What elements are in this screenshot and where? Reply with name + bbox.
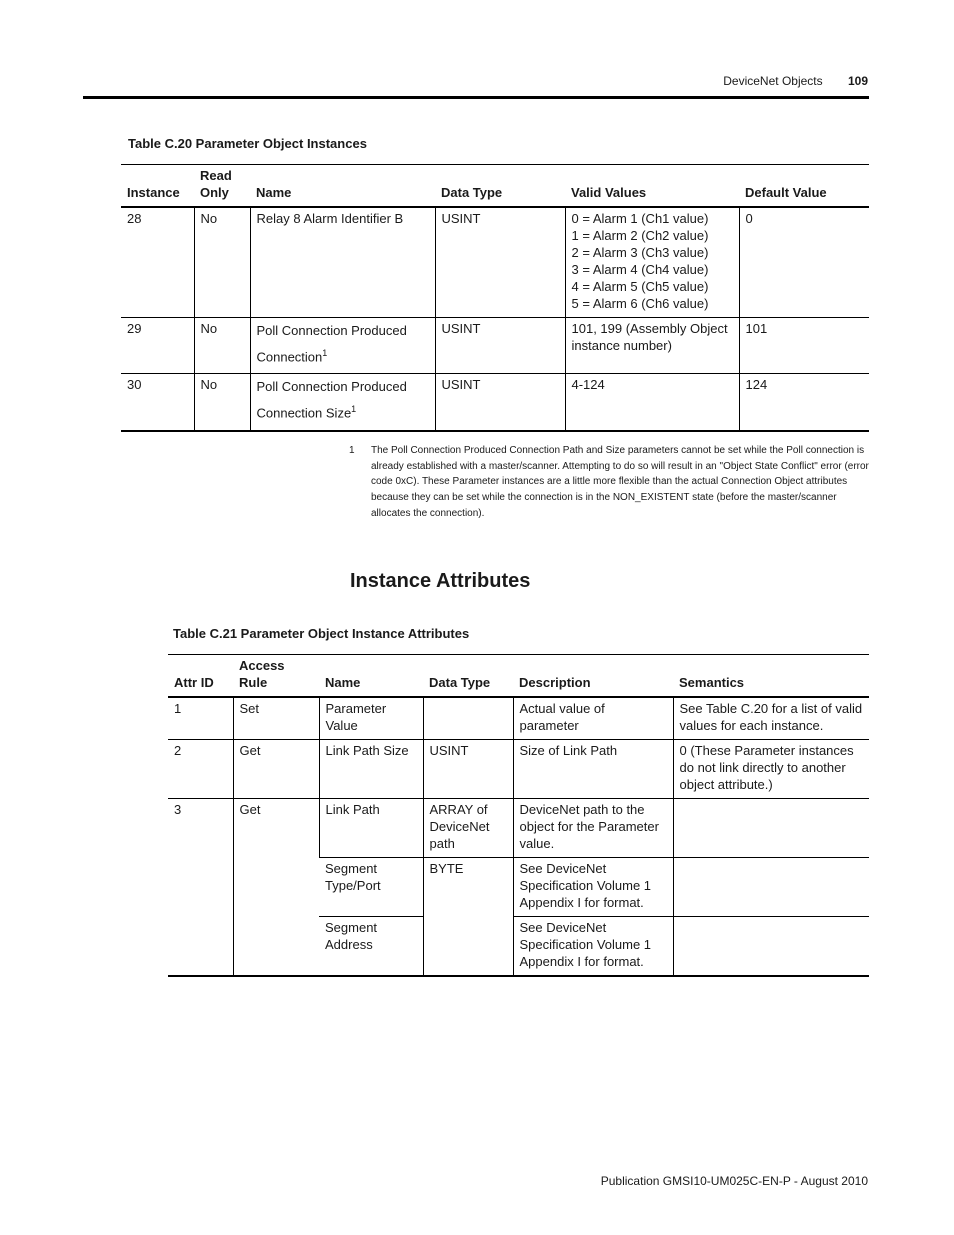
cell-data-type: USINT (423, 740, 513, 799)
footnote-ref: 1 (351, 404, 357, 415)
cell-name: Link Path (319, 799, 423, 858)
cell-instance: 29 (121, 318, 194, 374)
name-text: Poll Connection Produced Connection Size (256, 379, 407, 421)
header-section-title: DeviceNet Objects (723, 74, 823, 88)
table-row (168, 799, 869, 858)
cell-name: Parameter Value (319, 697, 423, 740)
column-header: Access Rule (233, 655, 319, 698)
cell-semantics: 0 (These Parameter instances do not link directly to another object attribute.) (673, 740, 869, 799)
column-header: Instance (121, 165, 194, 208)
cell-semantics (673, 917, 869, 977)
valid-value-line: 4 = Alarm 5 (Ch5 value) (571, 279, 709, 294)
cell-read-only: No (194, 374, 250, 431)
cell-name: Segment Address (319, 917, 423, 977)
cell-read-only: No (194, 207, 250, 318)
cell-data-type: USINT (435, 318, 565, 374)
page-number: 109 (847, 74, 868, 88)
header-rule (83, 96, 869, 99)
column-header: Attr ID (168, 655, 233, 698)
cell-description: DeviceNet path to the object for the Parameter value. (513, 799, 673, 858)
cell-description: See DeviceNet Specification Volume 1 Appendix I for format. (513, 858, 673, 917)
cell-semantics (673, 799, 869, 858)
column-header: Default Value (739, 165, 869, 208)
table2-caption: Table C.21 Parameter Object Instance Attributes (173, 626, 470, 641)
column-header: Semantics (673, 655, 869, 698)
parameter-object-instances-table (121, 164, 869, 432)
cell-description: See DeviceNet Specification Volume 1 Appendix I for format. (513, 917, 673, 977)
section-heading: Instance Attributes (350, 570, 531, 592)
cell-name: Segment Type/Port (319, 858, 423, 917)
cell-attr-id: 1 (168, 697, 233, 740)
table-row (121, 374, 869, 431)
cell-semantics (673, 858, 869, 917)
valid-value-line: 5 = Alarm 6 (Ch6 value) (571, 296, 709, 311)
column-header: Name (319, 655, 423, 698)
cell-default: 101 (739, 318, 869, 374)
footnote-number: 1 (349, 445, 355, 456)
table-row (168, 740, 869, 799)
cell-data-type: USINT (435, 374, 565, 431)
cell-attr-id: 3 (168, 799, 233, 977)
publication-footer: Publication GMSI10-UM025C-EN-P - August 2010 (600, 1174, 868, 1188)
name-text: Poll Connection Produced Connection (256, 323, 407, 365)
column-header: Name (250, 165, 435, 208)
cell-valid-values (565, 207, 739, 318)
cell-name: Relay 8 Alarm Identifier B (250, 207, 435, 318)
column-header: Read Only (194, 165, 250, 208)
column-header: Valid Values (565, 165, 739, 208)
cell-data-type: ARRAY of DeviceNet path (423, 799, 513, 858)
running-header (723, 74, 868, 88)
cell-valid-values: 101, 199 (Assembly Object instance number) (565, 318, 739, 374)
cell-data-type (423, 697, 513, 740)
cell-default: 124 (739, 374, 869, 431)
cell-access-rule: Get (233, 799, 319, 977)
cell-description: Actual value of parameter (513, 697, 673, 740)
cell-access-rule: Set (233, 697, 319, 740)
cell-instance: 28 (121, 207, 194, 318)
table1-caption: Table C.20 Parameter Object Instances (128, 136, 367, 151)
cell-instance: 30 (121, 374, 194, 431)
cell-access-rule: Get (233, 740, 319, 799)
valid-value-line: 2 = Alarm 3 (Ch3 value) (571, 245, 709, 260)
cell-description: Size of Link Path (513, 740, 673, 799)
column-header: Data Type (435, 165, 565, 208)
valid-value-line: 1 = Alarm 2 (Ch2 value) (571, 228, 709, 243)
cell-valid-values: 4-124 (565, 374, 739, 431)
table-header-row (121, 165, 869, 208)
table-row (168, 697, 869, 740)
cell-name (250, 374, 435, 431)
cell-semantics: See Table C.20 for a list of valid values for each instance. (673, 697, 869, 740)
table-row (121, 207, 869, 318)
footnote-ref: 1 (322, 348, 328, 358)
cell-default: 0 (739, 207, 869, 318)
table-header-row (168, 655, 869, 698)
table-row (121, 318, 869, 374)
cell-name: Link Path Size (319, 740, 423, 799)
cell-data-type: BYTE (423, 858, 513, 977)
column-header: Description (513, 655, 673, 698)
column-header: Data Type (423, 655, 513, 698)
cell-name (250, 318, 435, 374)
cell-attr-id: 2 (168, 740, 233, 799)
valid-value-line: 0 = Alarm 1 (Ch1 value) (571, 211, 709, 226)
footnote (349, 443, 869, 522)
cell-data-type: USINT (435, 207, 565, 318)
parameter-object-instance-attributes-table (168, 654, 869, 977)
footnote-text: The Poll Connection Produced Connection Path and Size parameters cannot be set while the Poll connection is already established with a master/scanner. Attempting to do so will result in an "Object State Conflict" error (error code 0xC). These Parameter instances are a little more flexible than the actual Connection Object attributes because they can be set while the connection is in the NON_EXISTENT state (before the master/scanner allocates the connection). (371, 445, 869, 519)
valid-value-line: 3 = Alarm 4 (Ch4 value) (571, 262, 709, 277)
cell-read-only: No (194, 318, 250, 374)
